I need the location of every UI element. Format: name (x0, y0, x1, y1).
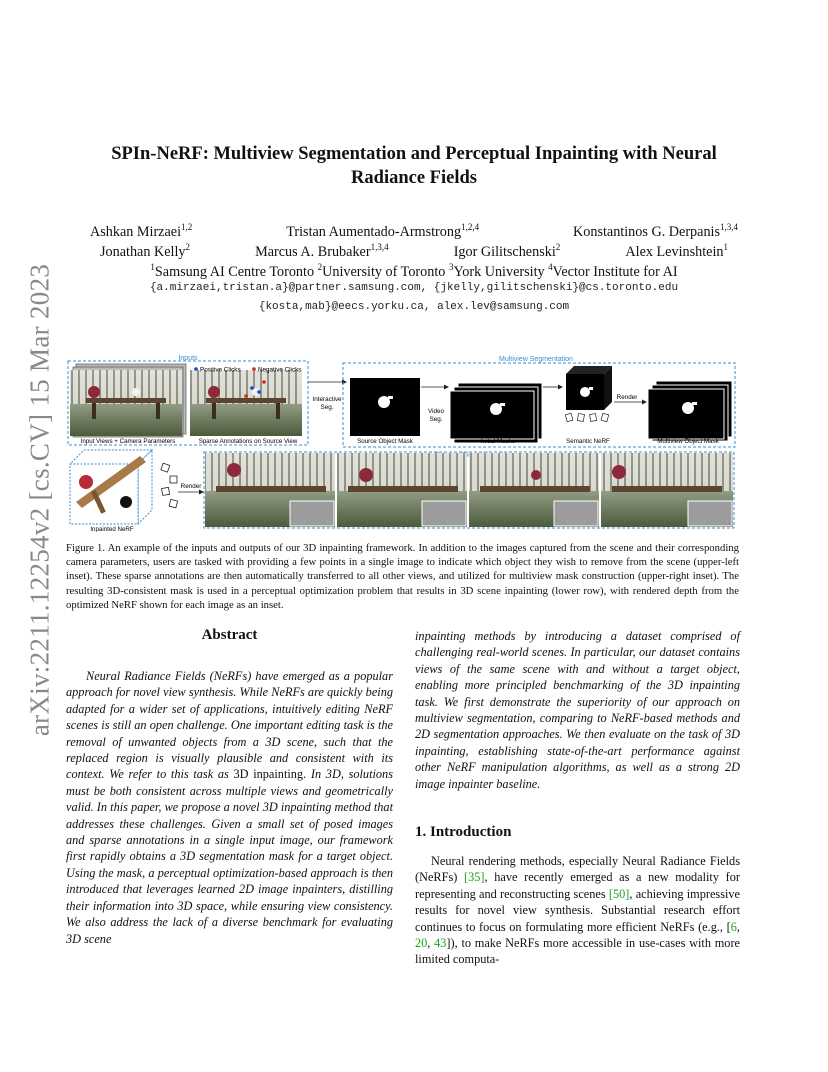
citation-6[interactable]: 6 (730, 919, 737, 934)
negative-clicks-legend: Negative Clicks (258, 366, 302, 374)
video-seg-label-1: Video (428, 408, 444, 415)
figure-caption: Figure 1. An example of the inputs and outputs of our 3D inpainting framework. In addition to the images captured from the scene and their corresponding camera parameters, users are tasked with providing a few points in a single image to indicate which object they wish to remove from the scene (upper-left inset). These sparse annotations are then automatically transferred to all other views, and utilized for multiview mask construction (upper-right inset). The resulting 3D-consistent mask is used in a perceptual optimization problem that results in 3D scene inpainting (lower row), with rendered depth from the optimized NeRF shown for each image as an inset. (66, 542, 739, 611)
abstract-text-2: In 3D, solutions must be both consistent across multiple views and geometrically valid. In this paper, we propose a novel 3D inpainting method that addresses these challenges. Given a small set of posed images and sparse annotations in a single input image, our framework first rapidly obtains a 3D segmentation mask for a target object. Using the mask, a perceptual optimization-based approach is then introduced that leverages learned 2D image inpainters, distilling their information into 3D space, while ensuring view consistency. We also address the lack of a diverse benchmark for evaluating 3D scene (66, 767, 393, 946)
video-seg-label-2: Seg. (429, 416, 443, 423)
citation-35[interactable]: [35] (464, 870, 485, 885)
citation-43[interactable]: 43 (434, 936, 447, 951)
input-views-label: Input Views + Camera Parameters (80, 438, 176, 445)
emails-line-1: {a.mirzaei,tristan.a}@partner.samsung.com, {jkelly,gilitschenski}@cs.toronto.edu (149, 282, 679, 294)
arxiv-id: arXiv:2211.12254v2 [cs.CV] 15 Mar 2023 (24, 263, 55, 737)
sparse-annotations-label: Sparse Annotations on Source View (198, 438, 298, 445)
abstract-text-1: Neural Radiance Fields (NeRFs) have emerged as a popular approach for novel view synthesis. While NeRFs are quickly being adapted for a wider set of applications, intuitively editing NeRF scenes is still an open challenge. One important editing task is the removal of unwanted objects from a 3D scene, such that the replaced region is visually plausible and consistent with its context. We refer to this task as (66, 669, 393, 782)
affiliation: York University (453, 264, 545, 280)
inpainted-nerf-label: Inpainted NeRF (90, 526, 134, 532)
multiview-seg-label: Multiview Segmentation (499, 356, 573, 363)
author: Alex Levinshtein$^1$ (625, 242, 728, 260)
affiliation: Samsung AI Centre Toronto (154, 264, 315, 280)
affiliation: Vector Institute for AI (552, 264, 678, 280)
render-top-label: Render (616, 394, 638, 401)
inpainted-nerf-cube (70, 450, 152, 524)
abstract-3d-inpainting: 3D inpainting. (228, 767, 311, 782)
inputs-label: Inputs (178, 355, 198, 362)
author: Tristan Aumentado-Armstrong$^{1,2,4}$ (286, 222, 480, 240)
source-object-mask (350, 378, 420, 436)
affiliation: University of Toronto (322, 264, 446, 280)
multiview-object-mask-stack (648, 381, 732, 441)
camera-icons (161, 463, 178, 508)
author: Konstantinos G. Derpanis$^{1,3,4}$ (573, 222, 738, 240)
arxiv-sidebar-stamp (20, 263, 60, 737)
introduction-paragraph: Neural rendering methods, especially Neural Radiance Fields (NeRFs) [35], have recently emerged as a new modality for representing and reconstructing scenes [50], achieving impressive results for novel view synthesis. Substantial research effort continues to focus on formulating more efficient NeRFs (e.g., [6, 20, 43]), to make NeRFs more accessible in use-cases with more limited computa- (415, 854, 740, 967)
interactive-seg-label-1: Interactive (312, 396, 342, 403)
sparse-annotations-image (190, 370, 302, 436)
author: Jonathan Kelly$^2$ (100, 242, 190, 260)
positive-clicks-legend: Positive Clicks (200, 366, 241, 374)
figure-1 (66, 352, 738, 532)
introduction-heading: 1. Introduction (415, 824, 512, 840)
citation-20[interactable]: 20 (415, 936, 428, 951)
initial-masks-stack (450, 383, 542, 443)
citation-50[interactable]: [50] (608, 886, 630, 901)
affiliations: $^1$Samsung AI Centre Toronto $^2$University of Toronto $^3$York University $^4$Vector Institute for AI (150, 262, 678, 280)
novel-view-4 (601, 453, 733, 527)
abstract-heading: Abstract (201, 627, 258, 643)
title-line-1: SPIn-NeRF: Multiview Segmentation and Perceptual Inpainting with Neural (111, 144, 717, 164)
abstract-paragraph-right: inpainting methods by introducing a dataset comprised of challenging real-world scenes. In particular, our dataset contains views of the same scene with and without a target object, enabling more principled benchmarking of the 3D inpainting task. We first demonstrate the superiority of our approach on multiview segmentation, comparing to NeRF-based methods and 2D segmentation approaches. We then evaluate on the task of 3D inpainting, establishing state-of-the-art performance against other NeRF manipulation algorithms, as well as a strong 2D image inpainter baseline. (415, 629, 740, 791)
novel-view-3 (469, 453, 599, 527)
semantic-nerf-cube (565, 366, 612, 422)
abstract-paragraph-left (66, 668, 393, 947)
author: Igor Gilitschenski$^2$ (453, 242, 561, 260)
author: Marcus A. Brubaker$^{1,3,4}$ (255, 242, 389, 260)
initial-masks-label: Initial Masks (480, 438, 516, 445)
multiview-mask-label: Multiview Object Mask (657, 438, 719, 445)
novel-view-2 (337, 453, 467, 527)
source-mask-label: Source Object Mask (357, 438, 413, 445)
title-line-2: Radiance Fields (351, 168, 477, 188)
novel-view-1 (205, 453, 335, 527)
input-views-image (70, 364, 186, 437)
emails-line-2: {kosta,mab}@eecs.yorku.ca, alex.lev@samsung.com (258, 301, 570, 313)
interactive-seg-label-2: Seg. (320, 404, 334, 411)
paper-title (60, 142, 768, 190)
semantic-nerf-label: Semantic NeRF (566, 438, 610, 445)
render-bottom-label: Render (180, 483, 202, 490)
author: Ashkan Mirzaei$^{1,2}$ (90, 222, 193, 240)
